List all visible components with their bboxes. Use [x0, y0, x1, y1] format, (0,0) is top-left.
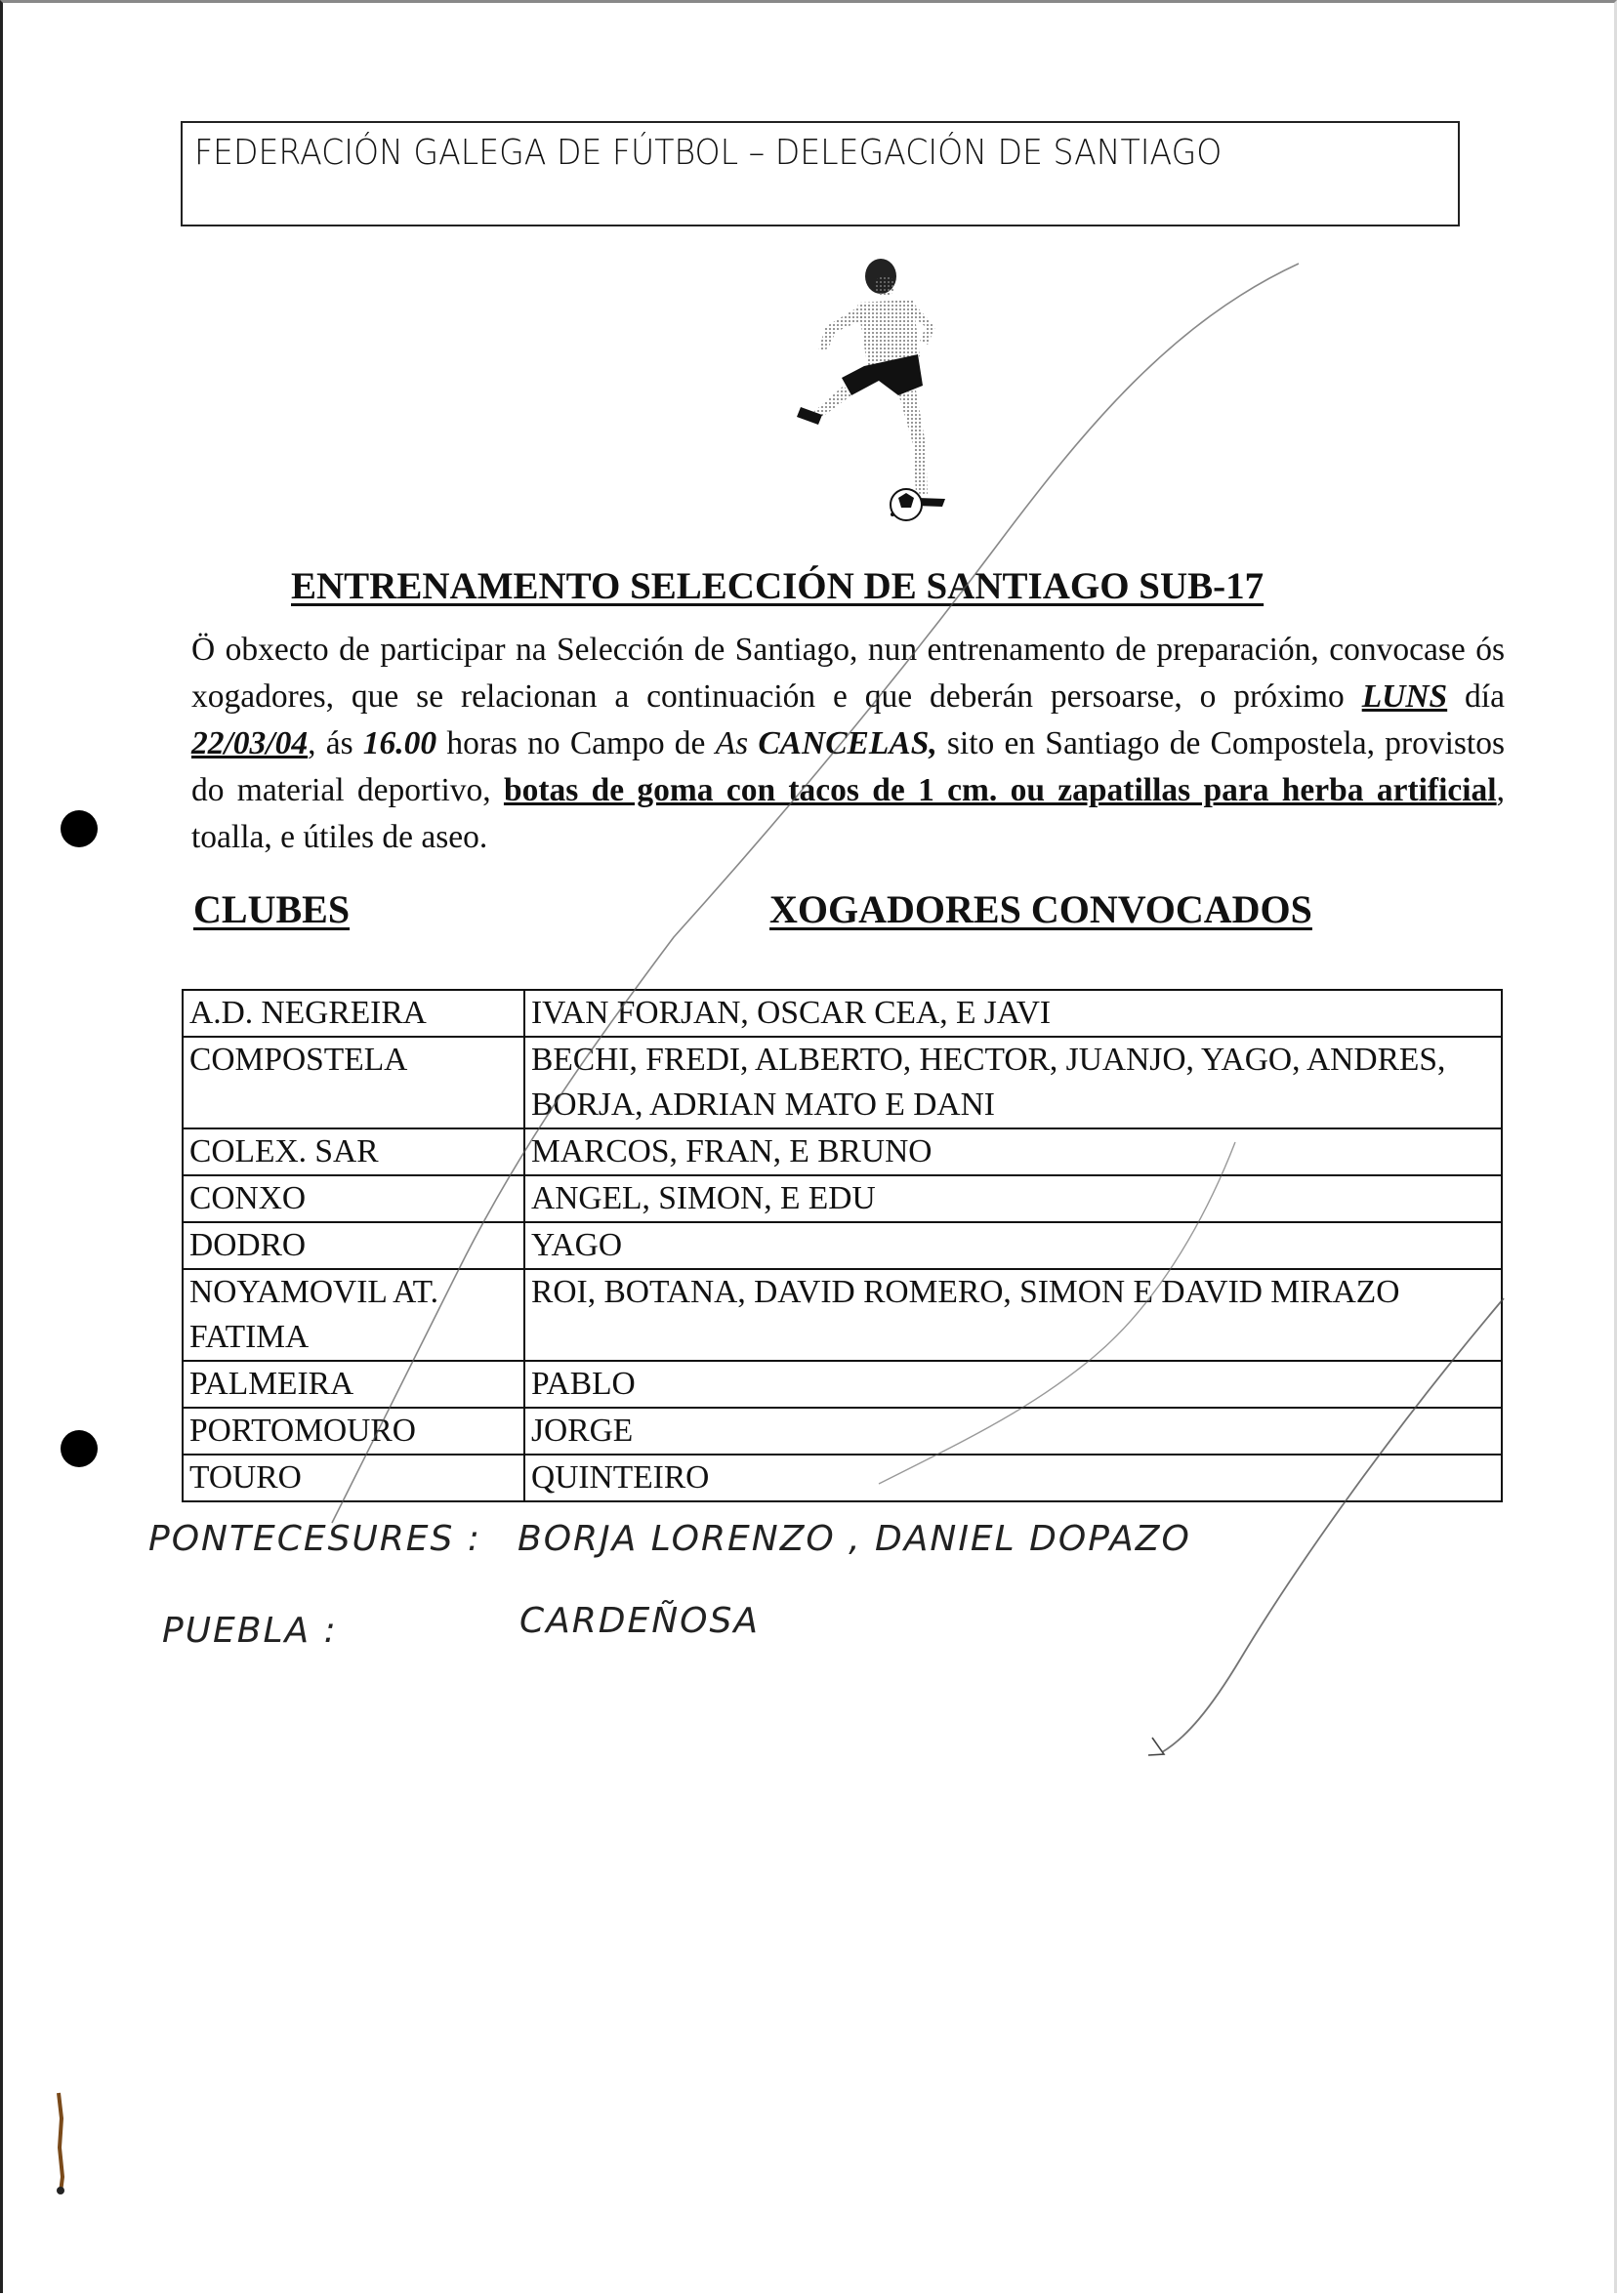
club-cell: DODRO: [183, 1222, 524, 1269]
club-cell: COMPOSTELA: [183, 1037, 524, 1128]
club-cell: NOYAMOVIL AT. FATIMA: [183, 1269, 524, 1361]
players-heading: XOGADORES CONVOCADOS: [769, 887, 1312, 931]
header-box: [181, 121, 1460, 226]
intro-text: , ás: [308, 725, 363, 761]
intro-text: día: [1447, 678, 1505, 715]
intro-paragraph: [191, 627, 1505, 861]
players-cell: ANGEL, SIMON, E EDU: [524, 1175, 1502, 1222]
convocation-table: [182, 989, 1503, 1502]
document-title: ENTRENAMENTO SELECCIÓN DE SANTIAGO SUB-17: [291, 565, 1265, 607]
table-row: [183, 990, 1502, 1037]
club-cell: PALMEIRA: [183, 1361, 524, 1408]
intro-text: , toalla, e útiles de aseo.: [191, 772, 1505, 855]
intro-text: sito en Santiago de Compostela, provistos do material deportivo,: [191, 725, 1506, 808]
venue-name: CANCELAS,: [758, 725, 937, 761]
club-cell: COLEX. SAR: [183, 1128, 524, 1175]
table-row: [183, 1361, 1502, 1408]
table-row: [183, 1037, 1502, 1128]
players-cell: QUINTEIRO: [524, 1455, 1502, 1501]
handwritten-players: BORJA LORENZO , DANIEL DOPAZO: [518, 1519, 1191, 1559]
players-cell: JORGE: [524, 1408, 1502, 1455]
venue-separator: [748, 725, 758, 761]
venue-prefix: As: [715, 725, 749, 761]
club-cell: A.D. NEGREIRA: [183, 990, 524, 1037]
intro-text: Ö obxecto de participar na Selección de Santiago, nun entrenamento de preparación, convocase ós xogadores, que se relacionan a continuación e que deberán persoarse, o próximo: [191, 632, 1505, 715]
club-cell: CONXO: [183, 1175, 524, 1222]
required-equipment: botas de goma con tacos de 1 cm. ou zapatillas para herba artificial: [503, 772, 1497, 808]
table-row: [183, 1222, 1502, 1269]
players-cell: BECHI, FREDI, ALBERTO, HECTOR, JUANJO, YAGO, ANDRES, BORJA, ADRIAN MATO E DANI: [524, 1037, 1502, 1128]
training-date: 22/03/04: [191, 725, 309, 761]
punch-hole: [61, 1430, 98, 1467]
federation-header: FEDERACIÓN GALEGA DE FÚTBOL – DELEGACIÓN DE SANTIAGO: [194, 133, 1223, 173]
handwritten-club: PUEBLA :: [162, 1611, 338, 1651]
punch-hole: [61, 810, 98, 847]
players-cell: PABLO: [524, 1361, 1502, 1408]
table-row: [183, 1408, 1502, 1455]
intro-text: horas no Campo de: [436, 725, 716, 761]
soccer-player-icon: [742, 249, 976, 542]
players-cell: IVAN FORJAN, OSCAR CEA, E JAVI: [524, 990, 1502, 1037]
players-cell: YAGO: [524, 1222, 1502, 1269]
table-row: [183, 1455, 1502, 1501]
club-cell: TOURO: [183, 1455, 524, 1501]
table-row: [183, 1269, 1502, 1361]
clubs-heading: CLUBES: [193, 887, 351, 931]
handwritten-players: CARDEÑOSA: [519, 1601, 760, 1641]
players-cell: MARCOS, FRAN, E BRUNO: [524, 1128, 1502, 1175]
players-cell: ROI, BOTANA, DAVID ROMERO, SIMON E DAVID MIRAZO: [524, 1269, 1502, 1361]
handwritten-club: PONTECESURES :: [148, 1519, 481, 1559]
table-row: [183, 1175, 1502, 1222]
club-cell: PORTOMOURO: [183, 1408, 524, 1455]
training-time: 16.00: [362, 725, 437, 761]
table-row: [183, 1128, 1502, 1175]
training-day: LUNS: [1361, 678, 1448, 715]
staple-mark: [55, 2089, 66, 2196]
